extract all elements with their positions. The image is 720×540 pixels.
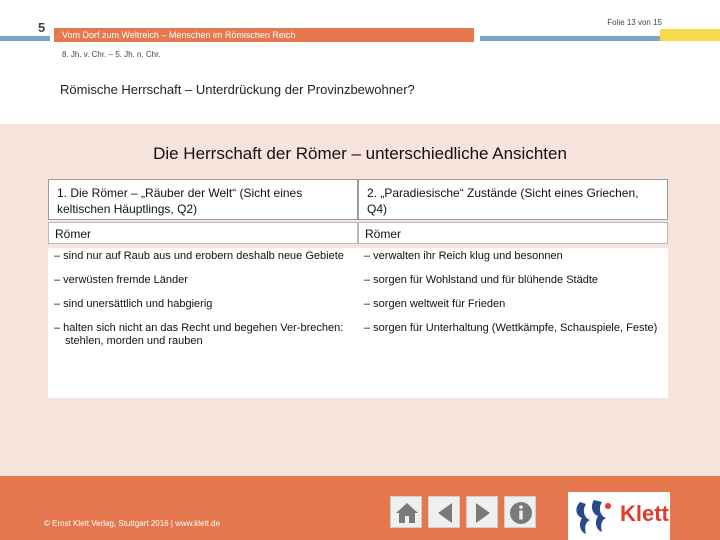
list-item: – sorgen für Wohlstand und für blühende Städte <box>364 274 599 286</box>
info-button[interactable] <box>504 496 536 528</box>
content-panel <box>0 124 720 476</box>
period-label: 8. Jh. v. Chr. – 5. Jh. n. Chr. <box>62 50 161 59</box>
list-item: – verwüsten fremde Länder <box>54 274 188 286</box>
list-item: – sorgen weltweit für Frieden <box>364 298 506 310</box>
left-column-heading: 1. Die Römer – „Räuber der Welt“ (Sicht eines keltischen Häuptlings, Q2) <box>48 179 358 220</box>
section-title-bar <box>54 28 474 42</box>
page-title: Die Herrschaft der Römer – unterschiedliche Ansichten <box>153 144 567 163</box>
klett-logo <box>568 492 670 540</box>
header-accent-yellow <box>660 29 720 41</box>
logo-text: Klett <box>620 501 669 526</box>
section-title: Vom Dorf zum Weltreich – Menschen im Römischen Reich <box>62 30 296 40</box>
chapter-number: 5 <box>38 20 46 35</box>
arrow-left-icon <box>429 497 461 529</box>
home-button[interactable] <box>390 496 422 528</box>
next-button[interactable] <box>466 496 498 528</box>
copyright-text: © Ernst Klett Verlag, Stuttgart 2016 | www.klett.de <box>44 519 221 528</box>
home-icon <box>391 497 423 529</box>
klett-logo-icon <box>568 492 618 540</box>
right-column-heading: 2. „Paradiesische“ Zustände (Sicht eines Griechen, Q4) <box>358 179 668 220</box>
list-item: – sind nur auf Raub aus und erobern deshalb neue Gebiete <box>54 250 344 262</box>
info-icon <box>505 497 537 529</box>
list-item: – sorgen für Unterhaltung (Wettkämpfe, Schauspiele, Feste) <box>364 322 658 334</box>
left-column-subheading: Römer <box>48 222 358 244</box>
footer-bar <box>0 476 720 540</box>
previous-button[interactable] <box>428 496 460 528</box>
slide-counter: Folie 13 von 15 <box>607 18 662 27</box>
right-column-list <box>358 248 668 398</box>
list-item: – halten sich nicht an das Recht und begehen Ver-brechen: stehlen, morden und rauben <box>54 322 344 347</box>
list-item: – verwalten ihr Reich klug und besonnen <box>364 250 563 262</box>
left-column-list <box>48 248 358 398</box>
header-divider-right <box>480 36 660 41</box>
header-divider-left <box>0 36 50 41</box>
list-item: – sind unersättlich und habgierig <box>54 298 213 310</box>
topic-title: Römische Herrschaft – Unterdrückung der Provinzbewohner? <box>60 82 415 97</box>
right-column-subheading: Römer <box>358 222 668 244</box>
arrow-right-icon <box>467 497 499 529</box>
